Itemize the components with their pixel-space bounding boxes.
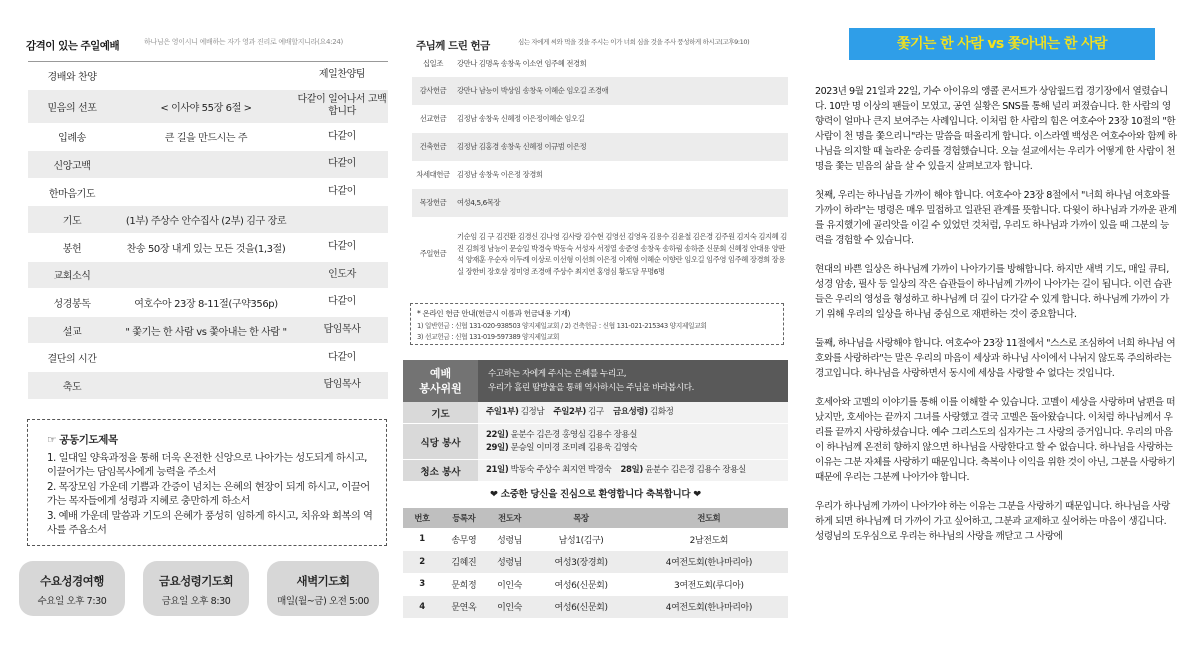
registry-cell: 4여전도회(한나마리아) <box>630 551 788 574</box>
order-leader: 다같이 <box>328 351 356 363</box>
prayer-list <box>47 451 376 537</box>
order-row <box>28 317 388 345</box>
committee-row-label: 식당 봉사 <box>403 424 478 459</box>
order-row <box>28 344 388 372</box>
order-row <box>28 90 388 124</box>
worship-verse: 하나님은 영이시니 예배하는 자가 영과 진리로 예배할지니라(요4:24) <box>144 38 343 46</box>
order-content: " 쫓기는 한 사람 vs 쫓아내는 한 사람 " <box>125 326 287 338</box>
meeting-time: 매일(월~금) 오전 5:00 <box>277 596 369 607</box>
offering-row <box>412 189 788 217</box>
online-account-line: 1) 일반헌금 : 신협 131-020-938503 양지제일교회 / 2) 건축헌금 : 신협 131-021-215343 양지제일교회 <box>417 322 707 330</box>
committee-row-value <box>478 460 788 481</box>
meal-names: 문승일 이미경 조미례 김용욱 김영숙 <box>508 442 638 453</box>
worship-column <box>0 0 400 645</box>
order-content: 큰 길을 만드시는 주 <box>164 133 248 145</box>
prayer-item: 2. 목장모임 가운데 기쁨과 간증이 넘치는 은혜의 현장이 되게 하시고, 이끌어가는 목자들에게 성령과 지혜로 충만하게 하소서 <box>47 480 370 508</box>
order-content: < 이사야 55장 6절 > <box>160 102 252 114</box>
registry-header: 전도회 <box>630 508 788 528</box>
sermon-paragraph: 현대의 바쁜 일상은 하나님께 가까이 나아가기를 방해합니다. 하지만 새벽 기도, 매일 큐티, 성경 암송, 필사 등 일상의 작은 습관들이 하나님께 가까이 나아가는 길이 됩니다. 이런 습관들은 우리의 영성을 형성하고 하나님께 더 깊이 다가갈 수 있게 합니다. 하나님께 가까이 가기 위해 우리의 일상을 하나님 중심으로 재편하는 것이 중요합니다. <box>815 264 1172 320</box>
committee-row-prayer <box>403 402 788 424</box>
registry-cell: 남성1(김구) <box>558 535 604 546</box>
prayer-slot-label: 주일1부) <box>486 407 519 418</box>
order-item: 기도 <box>62 216 82 228</box>
registry-cell: 2 <box>403 551 441 574</box>
registry-cell: 4 <box>403 596 441 619</box>
online-offering-box <box>410 303 784 345</box>
order-item: 경배와 찬양 <box>47 71 97 83</box>
registry-cell: 여성6(신문회) <box>554 580 608 591</box>
prayer-title: ☞ 공동기도제목 <box>47 434 118 446</box>
order-item: 믿음의 선포 <box>47 102 97 114</box>
clean-date: 21일) <box>486 465 509 476</box>
order-item: 설교 <box>62 326 82 338</box>
registry-cell: 성령님 <box>487 551 533 574</box>
table-row <box>403 528 788 551</box>
offering-row <box>412 105 788 133</box>
committee-row-meal <box>403 424 788 460</box>
order-item: 교회소식 <box>53 271 91 283</box>
registry-cell: 4여전도회(한나마리아) <box>630 596 788 619</box>
offering-row <box>412 51 788 77</box>
offering-type: 건축헌금 <box>419 142 447 151</box>
registry-cell: 1 <box>419 534 425 545</box>
registry-cell: 3 <box>419 579 425 590</box>
welcome-message: ❤ 소중한 당신을 진심으로 환영합니다 축복합니다 ❤ <box>490 489 701 500</box>
order-leader: 다같이 <box>328 296 356 308</box>
order-row <box>28 372 388 400</box>
meeting-title: 수요성경여행 <box>40 574 104 588</box>
offering-names: 여성4,5,6목장 <box>457 198 501 208</box>
prayer-slot-label: 주일2부) <box>553 407 586 418</box>
clean-names: 박동숙 주상수 최지연 박경숙 <box>508 465 612 476</box>
offering-row <box>412 77 788 105</box>
order-row <box>28 62 388 90</box>
order-leader: 담임목사 <box>323 379 361 391</box>
committee-row-label: 기도 <box>403 402 478 423</box>
newcomer-registry-table <box>403 508 788 618</box>
registry-header-row <box>403 508 788 528</box>
order-leader: 다같이 <box>328 186 356 198</box>
order-item: 입례송 <box>58 133 86 145</box>
prayer-slot-name: 김화정 <box>647 407 674 418</box>
order-item: 축도 <box>62 381 82 393</box>
sermon-paragraph: 호세아와 고멜의 이야기를 통해 이를 이해할 수 있습니다. 고멜이 세상을 사랑하며 남편을 떠났지만, 호세아는 끝까지 그녀를 사랑했고 결국 고멜은 돌아왔습니다. 이처럼 하나님께서 우리를 끝까지 사랑하셨습니다. 예수 그리스도의 십자가는 그 사랑의 증거입니다. 우리의 마음이 하나님께 온전히 향하지 않으면 하나님을 사랑한다고 할 수 없습니다. 하나님을 사랑하는 이유는 그분 자체를 사랑하기 때문입니다. 축복이나 이익을 위한 것이 아닌, 그분을 사랑하기 때문에 우리는 그분께 나아가야 합니다. <box>815 397 1176 483</box>
order-content: (1부) 주상수 안수집사 (2부) 김구 장로 <box>125 216 287 228</box>
clean-date: 28일) <box>620 465 643 476</box>
committee-label <box>403 360 478 402</box>
registry-cell: 여성6(신문회) <box>532 596 629 619</box>
order-item: 봉헌 <box>62 243 82 255</box>
registry-header: 번호 <box>403 508 441 528</box>
offering-type: 감사헌금 <box>419 86 447 95</box>
order-leader: 제일찬양팀 <box>318 69 366 81</box>
prayer-slot-name: 김정남 <box>518 407 545 418</box>
order-leader: 인도자 <box>328 268 356 280</box>
order-row <box>28 234 388 262</box>
offering-header <box>416 34 786 52</box>
table-row <box>403 573 788 596</box>
sermon-summary <box>815 84 1177 558</box>
order-content: 찬송 50장 내게 있는 모든 것을(1,3절) <box>126 243 286 255</box>
offering-type: 십일조 <box>423 59 443 68</box>
service-committee <box>403 360 788 482</box>
online-account-line: 3) 선교헌금 : 신협 131-019-597389 양지제일교회 <box>417 333 560 341</box>
order-leader: 다같이 <box>328 241 356 253</box>
meeting-title: 새벽기도회 <box>296 574 350 588</box>
offering-title: 주님께 드린 헌금 <box>416 40 490 52</box>
online-title: * 온라인 헌금 안내(헌금시 이름과 헌금내용 기재) <box>417 309 571 318</box>
meal-date: 29일) <box>486 442 509 453</box>
clean-names: 윤분수 김은경 김용수 장용실 <box>642 465 746 476</box>
offering-names: 강만나 김명옥 송창욱 이소연 임주혜 전경희 <box>457 59 587 69</box>
registry-cell: 송무영 <box>451 535 477 546</box>
meeting-title: 금요성령기도회 <box>158 574 234 588</box>
registry-cell: 여성3(장경희) <box>532 551 629 574</box>
registry-cell: 2남전도회 <box>689 535 729 546</box>
order-row <box>28 262 388 290</box>
offering-names: 강만나 남능이 박상임 송창욱 이혜순 임오길 조경애 <box>457 86 609 96</box>
order-item: 신앙고백 <box>53 160 91 172</box>
sermon-paragraph: 첫째, 우리는 하나님을 가까이 해야 합니다. 여호수아 23장 8절에서 "너희 하나님 여호와를 가까이 하라"는 명령은 매우 밀접하고 일관된 관계를 뜻합니다. 다윗이 하나님과 가까운 관계를 유지했기에 골리앗을 이길 수 있었던 것처럼, 우리도 하나님과 가까이 있을 때 그분의 능력을 경험할 수 있습니다. <box>815 190 1177 246</box>
order-leader: 담임목사 <box>323 324 361 336</box>
registry-header: 목장 <box>532 508 629 528</box>
meal-names: 윤분수 김은경 홍영심 김용수 장용실 <box>508 430 638 440</box>
offering-type: 주일헌금 <box>419 249 447 258</box>
registry-cell: 이인숙 <box>497 580 522 591</box>
friday-meeting-card <box>143 561 249 616</box>
committee-label-line: 봉사위원 <box>419 382 462 395</box>
offering-names: 김정남 송창욱 신혜정 이은정이혜순 임오길 <box>457 114 585 124</box>
order-leader: 다같이 일어나서 고백합니다 <box>297 94 387 118</box>
offering-table <box>412 51 788 291</box>
offering-row <box>412 161 788 189</box>
committee-row-value <box>478 424 788 459</box>
table-row <box>403 596 788 619</box>
sermon-paragraph: 둘째, 하나님을 사랑해야 합니다. 여호수아 23장 11절에서 "스스로 조심하여 너희 하나님 여호와를 사랑하라"는 말은 우리의 마음이 세상과 하나님 사이에서 나뉘지 않도록 주의하라는 경고입니다. 하나님을 사랑하면서 동시에 세상을 사랑할 수 없다는 것입니다. <box>815 338 1176 379</box>
registry-cell: 문희정 <box>451 580 477 591</box>
table-row <box>403 551 788 574</box>
prayer-slot-label: 금요성령) <box>613 407 648 418</box>
order-leader: 다같이 <box>328 158 356 170</box>
dawn-meeting-card <box>267 561 379 616</box>
order-row <box>28 289 388 317</box>
worship-order-table <box>28 61 388 400</box>
offering-names: 김정남 김홍경 송창욱 신혜정 이규범 이은정 <box>457 142 587 152</box>
registry-header: 전도자 <box>487 508 533 528</box>
sermon-title-banner: 쫓기는 한 사람 vs 쫓아내는 한 사람 <box>849 28 1155 60</box>
registry-cell: 3여전도회(루디아) <box>674 580 744 591</box>
offering-names: 김정남 송창욱 이은정 장경희 <box>457 170 543 180</box>
order-row <box>28 151 388 179</box>
offering-type: 목장헌금 <box>419 198 447 207</box>
committee-desc-line: 우리가 흘린 땀방울을 통해 역사하시는 주님을 바라봅시다. <box>488 383 694 393</box>
meeting-time: 금요일 오후 8:30 <box>161 596 231 607</box>
prayer-slot-name: 김구 <box>585 407 604 418</box>
offering-names: 기순임 김 구 김건환 김경신 김나영 김사랑 김수현 김영선 김영옥 김용수 김윤철 김은경 김주원 김지숙 김지혜 김 진 김희정 남능이 문승일 박경숙 박동숙 서성자 서정열 송준영 송창욱 송하림 송하준 신문회 신혜정 안대용 양판석 양재훈 우순자 이두례 이상로 이선형 이선희 이은정 이재형 이혜순 이향란 임오길 임주영 임주혜 장경희 장용실 장한비 장호삼 정미영 조경애 주상수 최지연 홍영심 황도담 무명6명 <box>457 232 787 276</box>
offering-row <box>412 133 788 161</box>
committee-row-label: 청소 봉사 <box>403 460 478 481</box>
order-row <box>28 206 388 234</box>
worship-header <box>26 34 386 52</box>
order-leader: 다같이 <box>328 130 356 142</box>
committee-row-value <box>478 402 788 423</box>
order-item: 성경봉독 <box>53 298 91 310</box>
registry-header: 등록자 <box>441 508 487 528</box>
offering-type: 선교헌금 <box>419 114 447 123</box>
committee-header <box>403 360 788 402</box>
sermon-paragraph: 2023년 9월 21일과 22일, 가수 아이유의 앵콜 콘서트가 상암월드컵 경기장에서 열렸습니다. 10만 명 이상의 팬들이 모였고, 공연 실황은 SNS를 통해 널리 퍼졌습니다. 한 사람의 영향력이 얼마나 큰지 보여주는 사례입니다. 이처럼 한 사람의 힘은 여호수아 23장 10절의 "한 사람이 천 명을 쫓으리니"라는 말씀을 떠올리게 합니다. 이스라엘 백성은 여호수아와 함께 하나님을 의지할 때 놀라운 승리를 경험했습니다. 오늘 설교에서는 우리가 어떻게 한 사람이 천 명을 쫓는 믿음의 삶을 살 수 있을지 살펴보고자 합니다. <box>815 86 1177 172</box>
order-content: 여호수아 23장 8-11절(구약356p) <box>134 298 278 310</box>
order-row <box>28 179 388 207</box>
committee-desc <box>478 360 788 402</box>
committee-desc-line: 수고하는 자에게 주시는 은혜를 누리고, <box>488 369 627 379</box>
registry-cell: 성령님 <box>497 535 522 546</box>
committee-row-cleaning <box>403 460 788 482</box>
common-prayer-box <box>27 419 387 546</box>
offering-type: 차세대헌금 <box>416 170 450 179</box>
offering-row <box>412 217 788 291</box>
order-item: 한마음기도 <box>48 188 96 200</box>
order-row <box>28 124 388 152</box>
committee-label-line: 예배 <box>429 367 452 380</box>
registry-cell: 김혜진 <box>441 551 487 574</box>
meeting-time: 수요일 오후 7:30 <box>37 596 107 607</box>
prayer-item: 3. 예배 가운데 말씀과 기도의 은혜가 풍성히 임하게 하시고, 치유와 회복의 역사를 주옵소서 <box>47 509 373 537</box>
wednesday-meeting-card <box>19 561 125 616</box>
sermon-paragraph: 우리가 하나님께 가까이 나아가야 하는 이유는 그분을 사랑하기 때문입니다. 하나님을 사랑하게 되면 하나님께 더 가까이 가고 싶어하고, 그분과 교제하고 싶어하는 마음이 생깁니다. 성령님의 도우심으로 우리는 하나님의 사랑을 깨닫고 그 사랑에 <box>815 501 1170 542</box>
registry-cell: 문연옥 <box>441 596 487 619</box>
worship-title: 감격이 있는 주일예배 <box>26 40 120 52</box>
prayer-item: 1. 일대일 양육과정을 통해 더욱 온전한 신앙으로 나아가는 성도되게 하시고, 이끌어가는 담임목사에게 능력을 주소서 <box>47 452 367 479</box>
order-item: 결단의 시간 <box>47 354 97 366</box>
offering-verse: 심는 자에게 씨와 먹을 것을 주시는 이가 너희 심을 것을 주사 풍성하게 하시고(고후9:10) <box>518 38 750 46</box>
registry-cell: 이인숙 <box>487 596 533 619</box>
meal-date: 22일) <box>486 430 509 440</box>
